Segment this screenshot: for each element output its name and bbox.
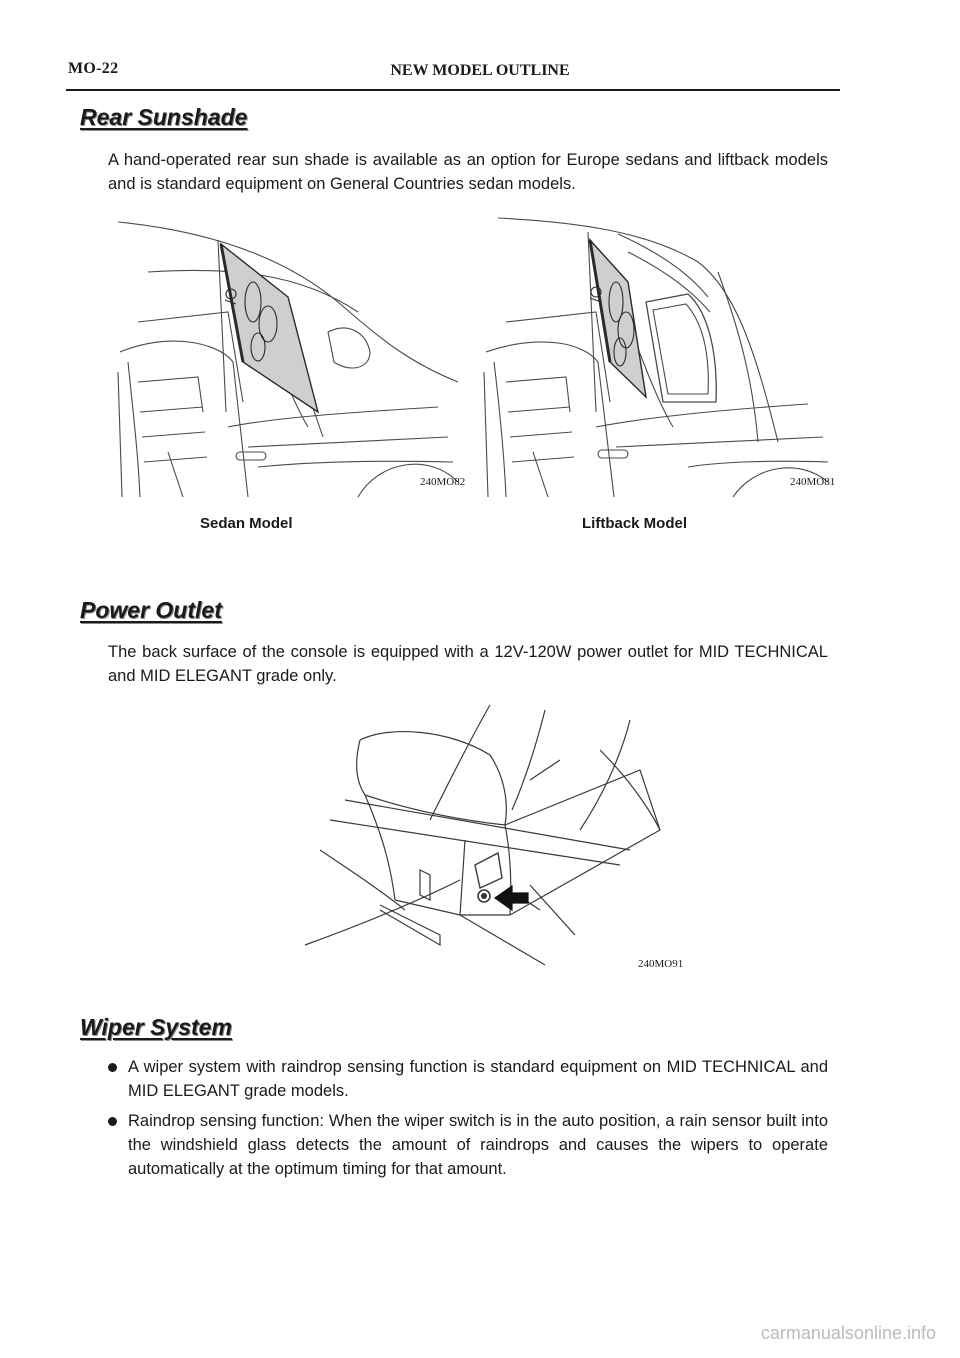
rear-sunshade-text: A hand-operated rear sun shade is available as an option for Europe sedans and liftback models and is standard equipment on General Countries sedan models. (108, 151, 828, 193)
list-item (106, 1055, 828, 1103)
bullet-dot-icon (108, 1063, 117, 1072)
console-figure-code: 240MO91 (638, 958, 684, 970)
power-outlet-text: The back surface of the console is equipped with a 12V-120W power outlet for MID TECHNICAL and MID ELEGANT grade only. (108, 643, 828, 685)
rear-sunshade-heading: Rear Sunshade (80, 104, 248, 130)
liftback-sunshade-illustration (478, 212, 840, 502)
running-title: NEW MODEL OUTLINE (390, 62, 570, 79)
watermark: carmanualsonline.info (760, 1323, 936, 1343)
sedan-figure-code: 240MO82 (420, 476, 466, 488)
list-item (106, 1109, 828, 1181)
sedan-caption: Sedan Model (200, 515, 293, 532)
wiper-bullet-2-text: Raindrop sensing function: When the wiper switch is in the auto position, a rain sensor built into the windshield glass detects the amount of raindrops and causes the wipers to operate automatically at the optimum timing for that amount. (128, 1112, 828, 1178)
wiper-bullet-1-text: A wiper system with raindrop sensing function is standard equipment on MID TECHNICAL and MID ELEGANT grade models. (128, 1058, 828, 1100)
header-rule (66, 89, 840, 91)
power-outlet-heading: Power Outlet (80, 597, 222, 623)
page-number: MO-22 (68, 60, 119, 77)
liftback-figure-code: 240MO81 (790, 476, 836, 488)
wiper-bullet-list (106, 1055, 828, 1187)
liftback-caption: Liftback Model (582, 515, 688, 532)
bullet-dot-icon (108, 1117, 117, 1126)
wiper-system-heading: Wiper System (80, 1014, 232, 1040)
console-power-outlet-illustration (300, 700, 700, 980)
sedan-sunshade-illustration (108, 212, 470, 502)
